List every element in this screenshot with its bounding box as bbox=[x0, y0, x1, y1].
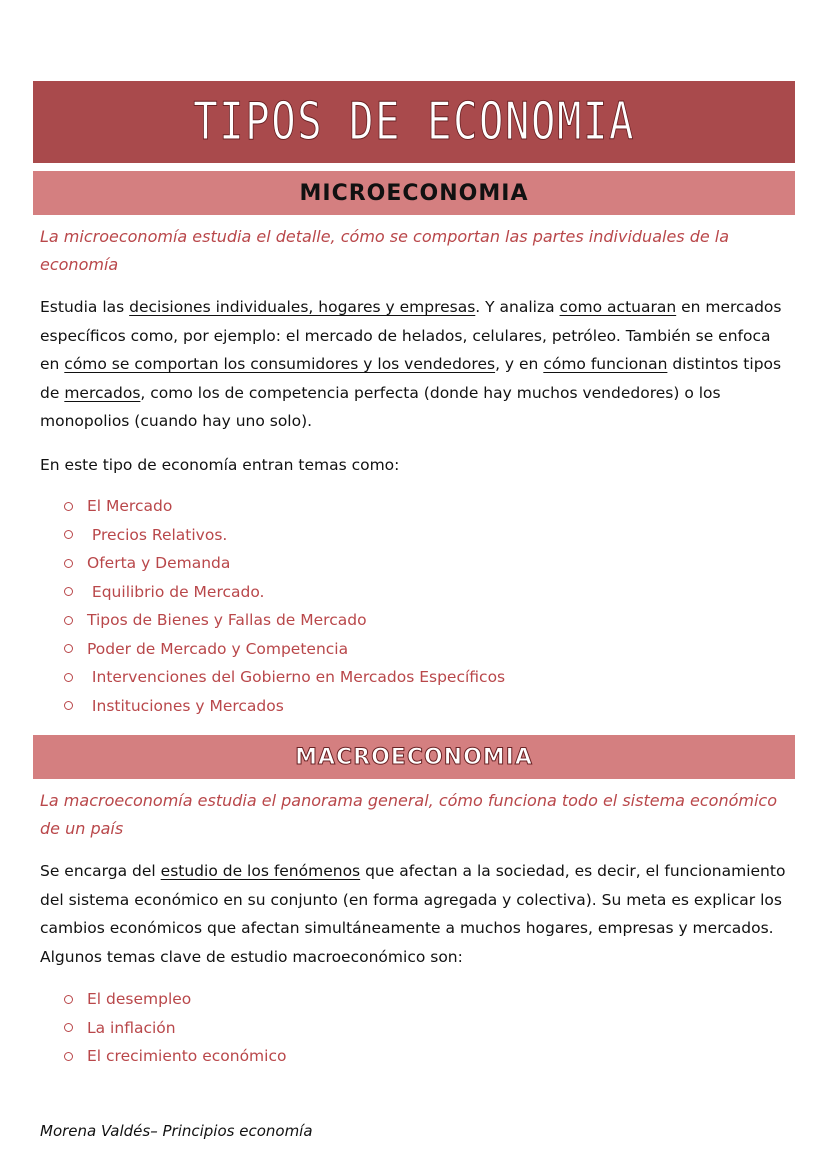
topic-label: La inflación bbox=[87, 1018, 176, 1037]
topic-label: El crecimiento económico bbox=[87, 1047, 287, 1065]
list-item bbox=[64, 606, 505, 635]
circle-bullet-icon bbox=[64, 559, 73, 568]
macro-lead: La macroeconomía estudia el panorama general, cómo funciona todo el sistema económico de un país bbox=[40, 791, 778, 838]
micro-topics-list bbox=[64, 492, 505, 720]
macro-para-underline: estudio de los fenómenos bbox=[160, 862, 361, 880]
micro-para-underline: como actuaran bbox=[559, 298, 677, 316]
topic-label: Equilibrio de Mercado. bbox=[87, 582, 265, 601]
micro-para-underline: mercados bbox=[64, 383, 141, 402]
circle-bullet-icon bbox=[64, 1023, 73, 1032]
circle-bullet-icon bbox=[64, 1052, 73, 1061]
title-banner bbox=[33, 81, 795, 163]
micro-para-text: , y en bbox=[495, 355, 544, 373]
list-item bbox=[64, 549, 505, 578]
macro-topics-list bbox=[64, 985, 286, 1071]
micro-lead: La microeconomía estudia el detalle, cómo se comportan las partes individuales de la economía bbox=[40, 227, 730, 274]
list-item bbox=[64, 492, 505, 521]
micro-para-text: distintos tipos de bbox=[40, 355, 782, 402]
micro-topics-intro: En este tipo de economía entran temas como: bbox=[40, 456, 400, 474]
micro-heading: MICROECONOMIA bbox=[299, 180, 529, 206]
list-item bbox=[64, 1042, 286, 1071]
micro-section-banner bbox=[33, 171, 795, 215]
circle-bullet-icon bbox=[64, 530, 73, 539]
circle-bullet-icon bbox=[64, 616, 73, 625]
circle-bullet-icon bbox=[64, 995, 73, 1004]
list-item bbox=[64, 985, 286, 1014]
topic-label: Intervenciones del Gobierno en Mercados Específicos bbox=[87, 668, 506, 686]
topic-label: Poder de Mercado y Competencia bbox=[87, 639, 349, 658]
macro-para-text: Se encarga del bbox=[40, 862, 161, 880]
micro-para-text: en mercados específicos como, por ejemplo: el mercado de helados, celulares, petróleo. También se enfoca en bbox=[40, 298, 782, 373]
macro-paragraph bbox=[40, 857, 788, 971]
circle-bullet-icon bbox=[64, 701, 73, 710]
list-item bbox=[64, 1014, 286, 1043]
macro-para-text: que afectan a la sociedad, es decir, el funcionamiento del sistema económico en su conjunto (en forma agregada y colectiva). Su meta es explicar los cambios económicos que afectan simultáneamente a muchos hogares, empresas y mercados. Algunos temas clave de estudio macroeconómico son: bbox=[40, 862, 786, 966]
circle-bullet-icon bbox=[64, 644, 73, 653]
micro-para-underline: decisiones individuales, hogares y empresas bbox=[129, 298, 476, 316]
micro-para-text: . Y analiza bbox=[475, 298, 560, 316]
list-item bbox=[64, 521, 505, 550]
topic-label: Oferta y Demanda bbox=[87, 554, 231, 572]
circle-bullet-icon bbox=[64, 587, 73, 596]
circle-bullet-icon bbox=[64, 502, 73, 511]
micro-para-underline: cómo se comportan los consumidores y los vendedores bbox=[64, 355, 496, 373]
list-item bbox=[64, 578, 505, 607]
micro-paragraph bbox=[40, 293, 788, 436]
macro-section-banner bbox=[33, 735, 795, 779]
page-title: TIPOS DE ECONOMIA bbox=[193, 92, 635, 152]
topic-label: El Mercado bbox=[87, 497, 173, 515]
macro-heading: MACROECONOMIA bbox=[295, 744, 533, 770]
footer-credit: Morena Valdés– Principios economía bbox=[40, 1122, 313, 1140]
topic-label: Precios Relativos. bbox=[87, 525, 228, 544]
micro-para-text: , como los de competencia perfecta (donde hay muchos vendedores) o los monopolios (cuando hay uno solo). bbox=[40, 383, 721, 430]
micro-para-underline: cómo funcionan bbox=[543, 355, 668, 373]
list-item bbox=[64, 663, 505, 692]
topic-label: El desempleo bbox=[87, 990, 192, 1008]
list-item bbox=[64, 692, 505, 721]
micro-para-text: Estudia las bbox=[40, 298, 130, 316]
list-item bbox=[64, 635, 505, 664]
topic-label: Tipos de Bienes y Fallas de Mercado bbox=[87, 611, 367, 629]
topic-label: Instituciones y Mercados bbox=[87, 696, 284, 715]
circle-bullet-icon bbox=[64, 673, 73, 682]
